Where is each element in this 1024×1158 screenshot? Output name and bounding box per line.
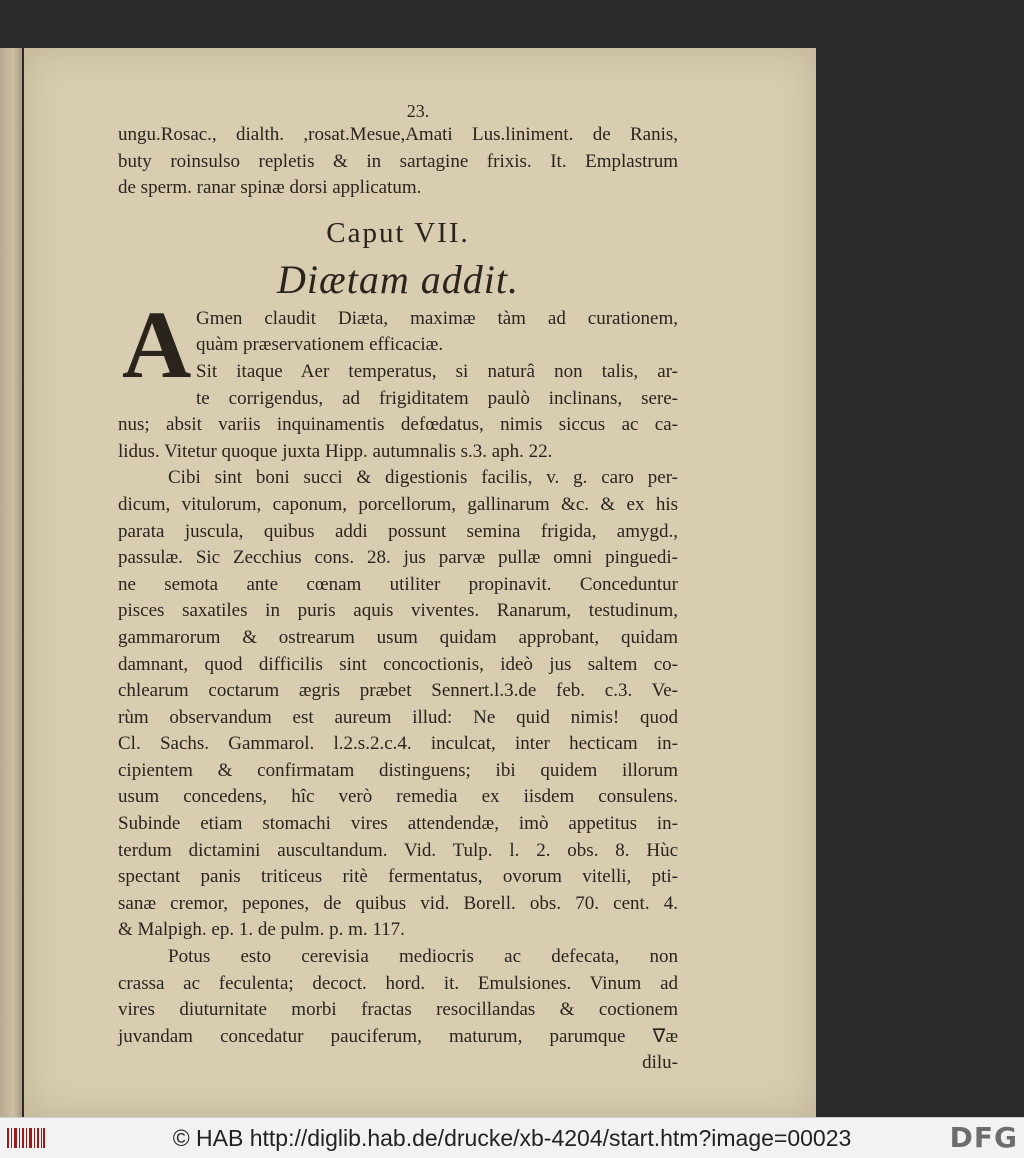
text-line: Subinde etiam stomachi vires attendendæ, imò appetitus in-	[118, 813, 678, 835]
viewer-footer	[0, 1117, 1024, 1158]
text-line: Gmen claudit Diæta, maximæ tàm ad curationem,	[196, 307, 678, 329]
text-line: te corrigendus, ad frigiditatem paulò inclinans, sere-	[196, 387, 678, 409]
copyright-url[interactable]: © HAB http://diglib.hab.de/drucke/xb-4204/start.htm?image=00023	[172, 1125, 852, 1151]
text-line: & Malpigh. ep. 1. de pulm. p. m. 117.	[118, 919, 405, 941]
text-line: Potus esto cerevisia mediocris ac defecata, non	[168, 946, 678, 968]
text-line: damnant, quod difficilis sint concoctionis, ideò jus saltem co-	[118, 653, 678, 675]
text-line: crassa ac feculenta; decoct. hord. it. Emulsiones. Vinum ad	[118, 972, 678, 994]
text-line: quàm præservationem efficaciæ.	[196, 334, 444, 356]
catchword: dilu-	[642, 1052, 678, 1074]
text-line: gammarorum & ostrearum usum quidam approbant, quidam	[118, 626, 678, 648]
text-line: Sit itaque Aer temperatus, si naturâ non talis, ar-	[196, 360, 678, 382]
text-line: Cl. Sachs. Gammarol. l.2.s.2.c.4. inculcat, inter hecticam in-	[118, 733, 678, 755]
chapter-heading: Caput VII.	[326, 216, 470, 249]
text-line: sanæ cremor, pepones, de quibus vid. Borell. obs. 70. cent. 4.	[118, 892, 678, 914]
scanned-page	[24, 48, 816, 1117]
text-line: buty roinsulso repletis & in sartagine frixis. It. Emplastrum	[118, 150, 678, 172]
page-number: 23.	[406, 101, 430, 121]
previous-page-edge	[0, 48, 22, 1117]
text-line: parata juscula, quibus addi possunt semina frigida, amygd.,	[118, 520, 678, 542]
text-line: vires diuturnitate morbi fractas resocillandas & coctionem	[118, 999, 678, 1021]
chapter-subtitle: Diætam addit.	[277, 256, 519, 302]
dfg-logo: DFG	[949, 1121, 1018, 1154]
text-line: de sperm. ranar spinæ dorsi applicatum.	[118, 177, 422, 199]
text-line: nus; absit variis inquinamentis defœdatus, nimis siccus ac ca-	[118, 414, 678, 436]
text-line: Cibi sint boni succi & digestionis facilis, v. g. caro per-	[168, 467, 678, 489]
text-line: ungu.Rosac., dialth. ,rosat.Mesue,Amati Lus.liniment. de Ranis,	[118, 124, 678, 145]
text-line: passulæ. Sic Zecchius cons. 28. jus parvæ pullæ omni pinguedi-	[118, 547, 678, 569]
text-line: lidus. Vitetur quoque juxta Hipp. autumnalis s.3. aph. 22.	[118, 440, 553, 462]
text-line: rùm observandum est aureum illud: Ne quid nimis! quod	[118, 706, 678, 728]
text-line: juvandam concedatur pauciferum, maturum, parumque ∇æ	[118, 1025, 678, 1047]
text-line: usum concedens, hîc verò remedia ex iisdem consulens.	[118, 786, 678, 808]
text-line: terdum dictamini auscultandum. Vid. Tulp. l. 2. obs. 8. Hùc	[118, 839, 678, 861]
text-line: spectant panis triticeus ritè fermentatus, ovorum vitelli, pti-	[118, 866, 678, 888]
text-line: pisces saxatiles in puris aquis viventes. Ranarum, testudinum,	[118, 600, 678, 622]
text-line: ne semota ante cœnam utiliter propinavit. Conceduntur	[118, 573, 678, 595]
text-line: chlearum coctarum ægris præbet Sennert.l.3.de feb. c.3. Ve-	[118, 680, 678, 702]
text-line: dicum, vitulorum, caponum, porcellorum, gallinarum &c. & ex his	[118, 493, 678, 515]
text-line: cipientem & confirmatam distinguens; ibi quidem illorum	[118, 759, 678, 781]
drop-cap: A	[122, 290, 192, 398]
page-text	[118, 100, 678, 1076]
